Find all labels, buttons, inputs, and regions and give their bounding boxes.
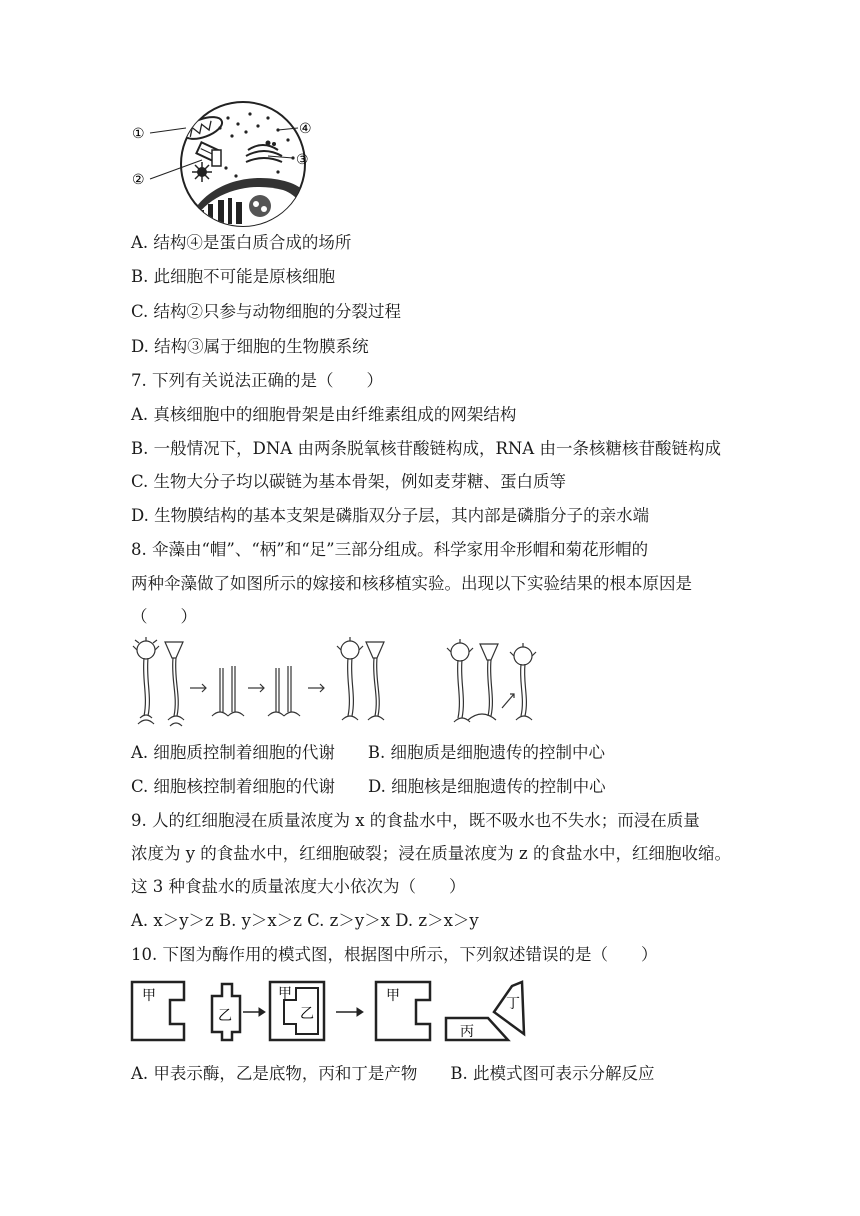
- q10-stem: 10. 下图为酶作用的模式图，根据图中所示，下列叙述错误的是（ ）: [131, 945, 658, 964]
- label-jia-2: 甲: [278, 986, 292, 1002]
- q6-option-d: D. 结构③属于细胞的生物膜系统: [131, 337, 369, 356]
- q6-option-a: A. 结构④是蛋白质合成的场所: [131, 233, 352, 252]
- cell-diagram: [128, 100, 328, 228]
- label-jia-1: 甲: [142, 988, 156, 1004]
- q7-option-b: B. 一般情况下，DNA 由两条脱氧核苷酸链构成，RNA 由一条核糖核苷酸链构成: [131, 439, 721, 458]
- label-yi-1: 乙: [218, 1008, 232, 1024]
- q7-option-d: D. 生物膜结构的基本支架是磷脂双分子层，其内部是磷脂分子的亲水端: [131, 506, 650, 525]
- q9-stem-line2: 浓度为 y 的食盐水中，红细胞破裂；浸在质量浓度为 z 的食盐水中，红细胞收缩。: [131, 844, 731, 863]
- q7-option-c: C. 生物大分子均以碳链为基本骨架，例如麦芽糖、蛋白质等: [131, 472, 567, 491]
- q6-option-c: C. 结构②只参与动物细胞的分裂过程: [131, 302, 402, 321]
- q8-stem-line2: 两种伞藻做了如图所示的嫁接和核移植实验。出现以下实验结果的根本原因是: [131, 574, 692, 593]
- label-yi-2: 乙: [300, 1006, 314, 1022]
- label-1: ①: [132, 126, 145, 142]
- q7-stem: 7. 下列有关说法正确的是（ ）: [131, 371, 383, 390]
- q8-stem-line3: （ ）: [131, 607, 197, 626]
- label-2: ②: [132, 172, 145, 188]
- label-ding: 丁: [506, 996, 520, 1012]
- enzyme-diagram: [128, 976, 528, 1046]
- label-bing: 丙: [460, 1024, 474, 1040]
- acetabularia-diagram: [128, 636, 548, 730]
- q6-option-b: B. 此细胞不可能是原核细胞: [131, 267, 336, 286]
- q9-options: A. x＞y＞z B. y＞x＞z C. z＞y＞x D. z＞x＞y: [131, 911, 479, 930]
- q9-stem-line1: 9. 人的红细胞浸在质量浓度为 x 的食盐水中，既不吸水也不失水；而浸在质量: [131, 811, 700, 830]
- label-jia-3: 甲: [386, 988, 400, 1004]
- q8-options-cd: C. 细胞核控制着细胞的代谢 D. 细胞核是细胞遗传的控制中心: [131, 777, 606, 796]
- q8-options-ab: A. 细胞质控制着细胞的代谢 B. 细胞质是细胞遗传的控制中心: [131, 743, 606, 762]
- label-4: ④: [299, 121, 312, 137]
- q7-option-a: A. 真核细胞中的细胞骨架是由纤维素组成的网架结构: [131, 405, 517, 424]
- q10-options: A. 甲表示酶，乙是底物，丙和丁是产物 B. 此模式图可表示分解反应: [131, 1064, 655, 1083]
- q8-stem-line1: 8. 伞藻由“帽”、“柄”和“足”三部分组成。科学家用伞形帽和菊花形帽的: [131, 540, 649, 559]
- q9-stem-line3: 这 3 种食盐水的质量浓度大小依次为（ ）: [131, 877, 466, 896]
- label-3: ③: [296, 152, 309, 168]
